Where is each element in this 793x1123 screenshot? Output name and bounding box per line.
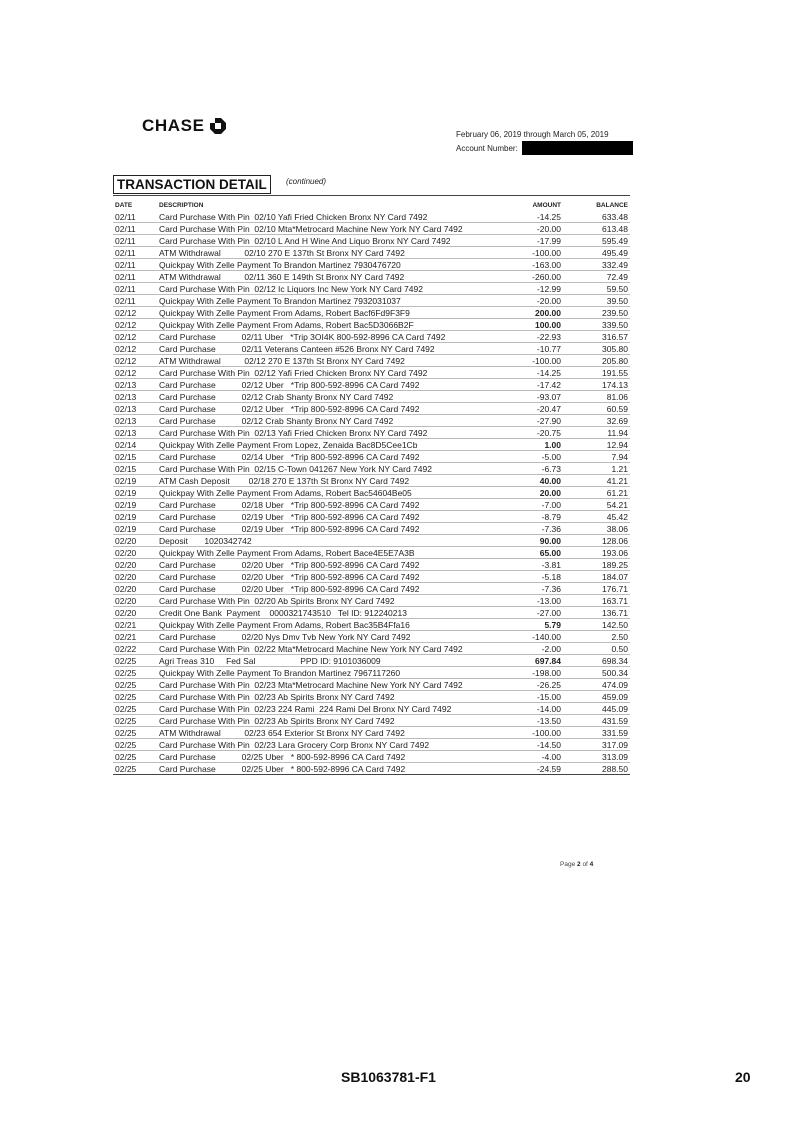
cell-description: ATM Withdrawal 02/11 360 E 149th St Bronx NY Card 7492: [157, 271, 479, 283]
cell-description: Card Purchase With Pin 02/15 C-Town 041267 New York NY Card 7492: [157, 463, 479, 475]
cell-balance: 474.09: [563, 679, 630, 691]
cell-description: Credit One Bank Payment 0000321743510 Tel ID: 912240213: [157, 607, 479, 619]
cell-amount: -7.36: [479, 583, 563, 595]
cell-description: ATM Withdrawal 02/10 270 E 137th St Bronx NY Card 7492: [157, 247, 479, 259]
column-balance: BALANCE: [596, 202, 628, 209]
cell-description: Card Purchase 02/19 Uber *Trip 800-592-8996 CA Card 7492: [157, 523, 479, 535]
cell-balance: 445.09: [563, 703, 630, 715]
cell-amount: 40.00: [479, 475, 563, 487]
cell-description: Quickpay With Zelle Payment From Lopez, Zenaida Bac8D5Cee1Cb: [157, 439, 479, 451]
cell-balance: 305.80: [563, 343, 630, 355]
cell-amount: -20.00: [479, 223, 563, 235]
cell-balance: 59.50: [563, 283, 630, 295]
cell-date: 02/13: [113, 391, 157, 403]
cell-balance: 184.07: [563, 571, 630, 583]
cell-amount: 65.00: [479, 547, 563, 559]
cell-description: Card Purchase With Pin 02/10 Yafi Fried Chicken Bronx NY Card 7492: [157, 211, 479, 223]
table-row: [113, 367, 630, 379]
cell-description: Deposit 1020342742: [157, 535, 479, 547]
cell-amount: -13.00: [479, 595, 563, 607]
cell-date: 02/15: [113, 463, 157, 475]
page-total: 4: [589, 861, 594, 868]
cell-description: ATM Cash Deposit 02/18 270 E 137th St Bronx NY Card 7492: [157, 475, 479, 487]
page-indicator: [560, 861, 593, 868]
table-row: [113, 679, 630, 691]
cell-balance: 288.50: [563, 763, 630, 775]
cell-description: Card Purchase 02/20 Uber *Trip 800-592-8996 CA Card 7492: [157, 559, 479, 571]
table-row: [113, 343, 630, 355]
cell-date: 02/25: [113, 763, 157, 775]
table-row: [113, 223, 630, 235]
cell-description: Quickpay With Zelle Payment To Brandon Martinez 7967117260: [157, 667, 479, 679]
cell-description: Card Purchase 02/20 Nys Dmv Tvb New York NY Card 7492: [157, 631, 479, 643]
cell-date: 02/11: [113, 235, 157, 247]
cell-date: 02/25: [113, 691, 157, 703]
table-row: [113, 499, 630, 511]
table-row: [113, 283, 630, 295]
cell-description: ATM Withdrawal 02/12 270 E 137th St Bronx NY Card 7492: [157, 355, 479, 367]
cell-date: 02/15: [113, 451, 157, 463]
cell-balance: 332.49: [563, 259, 630, 271]
cell-amount: -8.79: [479, 511, 563, 523]
cell-balance: 136.71: [563, 607, 630, 619]
cell-date: 02/21: [113, 619, 157, 631]
chase-logo: [142, 116, 226, 136]
transaction-rows: [113, 211, 630, 775]
cell-balance: 72.49: [563, 271, 630, 283]
statement-info: [456, 128, 633, 155]
cell-description: Card Purchase With Pin 02/12 Ic Liquors Inc New York NY Card 7492: [157, 283, 479, 295]
cell-date: 02/20: [113, 559, 157, 571]
cell-balance: 0.50: [563, 643, 630, 655]
cell-amount: -198.00: [479, 667, 563, 679]
table-row: [113, 703, 630, 715]
cell-balance: 331.59: [563, 727, 630, 739]
cell-balance: 41.21: [563, 475, 630, 487]
cell-description: ATM Withdrawal 02/23 654 Exterior St Bronx NY Card 7492: [157, 727, 479, 739]
cell-amount: -5.18: [479, 571, 563, 583]
cell-balance: 495.49: [563, 247, 630, 259]
cell-balance: 81.06: [563, 391, 630, 403]
cell-balance: 239.50: [563, 307, 630, 319]
cell-amount: 20.00: [479, 487, 563, 499]
table-row: [113, 451, 630, 463]
cell-balance: 698.34: [563, 655, 630, 667]
cell-balance: 128.06: [563, 535, 630, 547]
cell-date: 02/12: [113, 307, 157, 319]
account-number-redaction: [522, 141, 633, 155]
cell-date: 02/12: [113, 367, 157, 379]
cell-description: Card Purchase 02/11 Uber *Trip 3OI4K 800-592-8996 CA Card 7492: [157, 331, 479, 343]
table-row: [113, 439, 630, 451]
table-row: [113, 619, 630, 631]
table-row: [113, 763, 630, 775]
cell-description: Card Purchase 02/14 Uber *Trip 800-592-8996 CA Card 7492: [157, 451, 479, 463]
cell-amount: -2.00: [479, 643, 563, 655]
table-row: [113, 355, 630, 367]
cell-description: Quickpay With Zelle Payment From Adams, Robert Bacf6Fd9F3F9: [157, 307, 479, 319]
cell-date: 02/25: [113, 679, 157, 691]
cell-date: 02/12: [113, 331, 157, 343]
cell-date: 02/19: [113, 511, 157, 523]
cell-date: 02/11: [113, 295, 157, 307]
table-row: [113, 583, 630, 595]
table-row: [113, 427, 630, 439]
table-row: [113, 535, 630, 547]
table-row: [113, 271, 630, 283]
table-row: [113, 739, 630, 751]
cell-amount: -100.00: [479, 247, 563, 259]
table-row: [113, 727, 630, 739]
column-date: DATE: [115, 202, 133, 209]
cell-description: Card Purchase 02/12 Crab Shanty Bronx NY Card 7492: [157, 391, 479, 403]
cell-balance: 500.34: [563, 667, 630, 679]
cell-date: 02/11: [113, 283, 157, 295]
cell-balance: 1.21: [563, 463, 630, 475]
transaction-table: [113, 201, 630, 775]
cell-description: Quickpay With Zelle Payment From Adams, Robert Bac35B4Ffa16: [157, 619, 479, 631]
cell-balance: 60.59: [563, 403, 630, 415]
cell-amount: -27.00: [479, 607, 563, 619]
cell-amount: -26.25: [479, 679, 563, 691]
cell-balance: 32.69: [563, 415, 630, 427]
cell-date: 02/11: [113, 259, 157, 271]
cell-balance: 633.48: [563, 211, 630, 223]
cell-amount: -3.81: [479, 559, 563, 571]
cell-amount: -27.90: [479, 415, 563, 427]
cell-date: 02/13: [113, 415, 157, 427]
table-row: [113, 751, 630, 763]
cell-description: Card Purchase With Pin 02/10 Mta*Metrocard Machine New York NY Card 7492: [157, 223, 479, 235]
cell-amount: -14.25: [479, 211, 563, 223]
cell-balance: 39.50: [563, 295, 630, 307]
cell-amount: -140.00: [479, 631, 563, 643]
cell-amount: -20.00: [479, 295, 563, 307]
cell-amount: 200.00: [479, 307, 563, 319]
table-row: [113, 523, 630, 535]
cell-balance: 459.09: [563, 691, 630, 703]
table-row: [113, 331, 630, 343]
cell-description: Card Purchase With Pin 02/23 Ab Spirits Bronx NY Card 7492: [157, 715, 479, 727]
page-of-word: of: [582, 861, 588, 868]
table-row: [113, 511, 630, 523]
cell-amount: -14.50: [479, 739, 563, 751]
cell-date: 02/12: [113, 319, 157, 331]
cell-amount: -12.99: [479, 283, 563, 295]
cell-date: 02/20: [113, 583, 157, 595]
cell-balance: 12.94: [563, 439, 630, 451]
cell-date: 02/25: [113, 751, 157, 763]
cell-date: 02/25: [113, 739, 157, 751]
cell-date: 02/25: [113, 703, 157, 715]
cell-amount: -93.07: [479, 391, 563, 403]
account-number-line: [456, 141, 633, 155]
table-row: [113, 235, 630, 247]
cell-amount: 90.00: [479, 535, 563, 547]
table-row: [113, 643, 630, 655]
cell-description: Agri Treas 310 Fed Sal PPD ID: 9101036009: [157, 655, 479, 667]
account-number-label: Account Number:: [456, 143, 518, 153]
cell-description: Card Purchase With Pin 02/23 Mta*Metrocard Machine New York NY Card 7492: [157, 679, 479, 691]
table-row: [113, 391, 630, 403]
cell-description: Card Purchase With Pin 02/20 Ab Spirits Bronx NY Card 7492: [157, 595, 479, 607]
cell-amount: -14.25: [479, 367, 563, 379]
cell-description: Card Purchase With Pin 02/23 Lara Grocery Corp Bronx NY Card 7492: [157, 739, 479, 751]
table-row: [113, 487, 630, 499]
cell-balance: 61.21: [563, 487, 630, 499]
table-row: [113, 667, 630, 679]
cell-balance: 174.13: [563, 379, 630, 391]
cell-description: Card Purchase 02/12 Uber *Trip 800-592-8996 CA Card 7492: [157, 403, 479, 415]
footer-page-number: 20: [735, 1069, 751, 1085]
table-row: [113, 463, 630, 475]
cell-description: Quickpay With Zelle Payment To Brandon Martinez 7932031037: [157, 295, 479, 307]
bates-id: SB1063781-F1: [341, 1069, 436, 1085]
table-row: [113, 691, 630, 703]
transaction-detail-header: [113, 173, 630, 196]
table-row: [113, 307, 630, 319]
cell-description: Card Purchase 02/11 Veterans Canteen #526 Bronx NY Card 7492: [157, 343, 479, 355]
cell-balance: 313.09: [563, 751, 630, 763]
cell-balance: 191.55: [563, 367, 630, 379]
cell-date: 02/22: [113, 643, 157, 655]
table-row: [113, 319, 630, 331]
table-row: [113, 547, 630, 559]
statement-period: February 06, 2019 through March 05, 2019: [456, 130, 609, 139]
brand-name: CHASE: [142, 116, 205, 135]
cell-date: 02/21: [113, 631, 157, 643]
cell-description: Card Purchase With Pin 02/13 Yafi Fried Chicken Bronx NY Card 7492: [157, 427, 479, 439]
cell-balance: 317.09: [563, 739, 630, 751]
table-row: [113, 247, 630, 259]
table-row: [113, 631, 630, 643]
cell-balance: 205.80: [563, 355, 630, 367]
cell-amount: -24.59: [479, 763, 563, 775]
table-row: [113, 559, 630, 571]
cell-description: Quickpay With Zelle Payment From Adams, Robert Bac5D3066B2F: [157, 319, 479, 331]
cell-balance: 193.06: [563, 547, 630, 559]
cell-balance: 316.57: [563, 331, 630, 343]
cell-date: 02/25: [113, 667, 157, 679]
cell-description: Card Purchase With Pin 02/10 L And H Wine And Liquo Bronx NY Card 7492: [157, 235, 479, 247]
cell-balance: 176.71: [563, 583, 630, 595]
cell-date: 02/20: [113, 535, 157, 547]
cell-date: 02/11: [113, 211, 157, 223]
cell-balance: 613.48: [563, 223, 630, 235]
cell-balance: 54.21: [563, 499, 630, 511]
cell-description: Quickpay With Zelle Payment From Adams, Robert Bace4E5E7A3B: [157, 547, 479, 559]
cell-description: Card Purchase 02/18 Uber *Trip 800-592-8996 CA Card 7492: [157, 499, 479, 511]
column-amount: AMOUNT: [532, 202, 561, 209]
cell-date: 02/19: [113, 499, 157, 511]
cell-balance: 2.50: [563, 631, 630, 643]
cell-amount: -7.36: [479, 523, 563, 535]
cell-amount: -10.77: [479, 343, 563, 355]
cell-description: Card Purchase 02/25 Uber * 800-592-8996 CA Card 7492: [157, 763, 479, 775]
cell-amount: -4.00: [479, 751, 563, 763]
cell-date: 02/20: [113, 595, 157, 607]
cell-amount: -20.47: [479, 403, 563, 415]
cell-amount: -22.93: [479, 331, 563, 343]
cell-amount: -7.00: [479, 499, 563, 511]
table-row: [113, 715, 630, 727]
cell-description: Quickpay With Zelle Payment From Adams, Robert Bac54604Be05: [157, 487, 479, 499]
cell-balance: 431.59: [563, 715, 630, 727]
cell-amount: -14.00: [479, 703, 563, 715]
cell-description: Card Purchase With Pin 02/12 Yafi Fried Chicken Bronx NY Card 7492: [157, 367, 479, 379]
table-header-row: [113, 201, 630, 211]
cell-balance: 7.94: [563, 451, 630, 463]
cell-description: Card Purchase 02/19 Uber *Trip 800-592-8996 CA Card 7492: [157, 511, 479, 523]
cell-balance: 38.06: [563, 523, 630, 535]
cell-date: 02/13: [113, 427, 157, 439]
table-row: [113, 655, 630, 667]
cell-amount: -20.75: [479, 427, 563, 439]
cell-date: 02/13: [113, 379, 157, 391]
cell-date: 02/20: [113, 547, 157, 559]
cell-amount: -13.50: [479, 715, 563, 727]
table-row: [113, 379, 630, 391]
cell-amount: -6.73: [479, 463, 563, 475]
page-prefix: Page: [560, 861, 576, 868]
cell-date: 02/20: [113, 607, 157, 619]
cell-description: Card Purchase 02/12 Crab Shanty Bronx NY Card 7492: [157, 415, 479, 427]
cell-date: 02/25: [113, 715, 157, 727]
table-row: [113, 571, 630, 583]
cell-date: 02/12: [113, 355, 157, 367]
cell-amount: -100.00: [479, 727, 563, 739]
cell-date: 02/11: [113, 271, 157, 283]
cell-description: Card Purchase With Pin 02/23 224 Rami 224 Rami Del Bronx NY Card 7492: [157, 703, 479, 715]
cell-date: 02/25: [113, 655, 157, 667]
cell-balance: 595.49: [563, 235, 630, 247]
table-row: [113, 403, 630, 415]
cell-description: Card Purchase 02/20 Uber *Trip 800-592-8996 CA Card 7492: [157, 571, 479, 583]
cell-amount: 697.84: [479, 655, 563, 667]
cell-amount: -100.00: [479, 355, 563, 367]
cell-description: Card Purchase 02/25 Uber * 800-592-8996 CA Card 7492: [157, 751, 479, 763]
cell-amount: -17.99: [479, 235, 563, 247]
cell-amount: -15.00: [479, 691, 563, 703]
cell-date: 02/25: [113, 727, 157, 739]
cell-date: 02/11: [113, 223, 157, 235]
cell-amount: 1.00: [479, 439, 563, 451]
cell-date: 02/19: [113, 475, 157, 487]
table-row: [113, 607, 630, 619]
cell-amount: -163.00: [479, 259, 563, 271]
table-row: [113, 415, 630, 427]
cell-description: Card Purchase 02/20 Uber *Trip 800-592-8996 CA Card 7492: [157, 583, 479, 595]
cell-date: 02/13: [113, 403, 157, 415]
cell-date: 02/19: [113, 523, 157, 535]
cell-amount: -260.00: [479, 271, 563, 283]
cell-description: Card Purchase With Pin 02/22 Mta*Metrocard Machine New York NY Card 7492: [157, 643, 479, 655]
cell-amount: -17.42: [479, 379, 563, 391]
cell-balance: 189.25: [563, 559, 630, 571]
cell-date: 02/12: [113, 343, 157, 355]
continued-note: (continued): [286, 177, 327, 186]
cell-description: Quickpay With Zelle Payment To Brandon Martinez 7930476720: [157, 259, 479, 271]
cell-balance: 11.94: [563, 427, 630, 439]
table-row: [113, 259, 630, 271]
cell-balance: 142.50: [563, 619, 630, 631]
cell-description: Card Purchase With Pin 02/23 Ab Spirits Bronx NY Card 7492: [157, 691, 479, 703]
cell-description: Card Purchase 02/12 Uber *Trip 800-592-8996 CA Card 7492: [157, 379, 479, 391]
cell-amount: 100.00: [479, 319, 563, 331]
page-current: 2: [577, 861, 581, 868]
octagon-logo-icon: [210, 118, 226, 134]
table-row: [113, 595, 630, 607]
table-row: [113, 211, 630, 223]
cell-date: 02/20: [113, 571, 157, 583]
cell-date: 02/19: [113, 487, 157, 499]
cell-amount: 5.79: [479, 619, 563, 631]
column-description: DESCRIPTION: [159, 202, 204, 209]
cell-balance: 339.50: [563, 319, 630, 331]
cell-balance: 45.42: [563, 511, 630, 523]
cell-date: 02/11: [113, 247, 157, 259]
section-title: TRANSACTION DETAIL: [113, 175, 271, 194]
cell-date: 02/14: [113, 439, 157, 451]
table-row: [113, 295, 630, 307]
table-row: [113, 475, 630, 487]
cell-amount: -5.00: [479, 451, 563, 463]
cell-balance: 163.71: [563, 595, 630, 607]
